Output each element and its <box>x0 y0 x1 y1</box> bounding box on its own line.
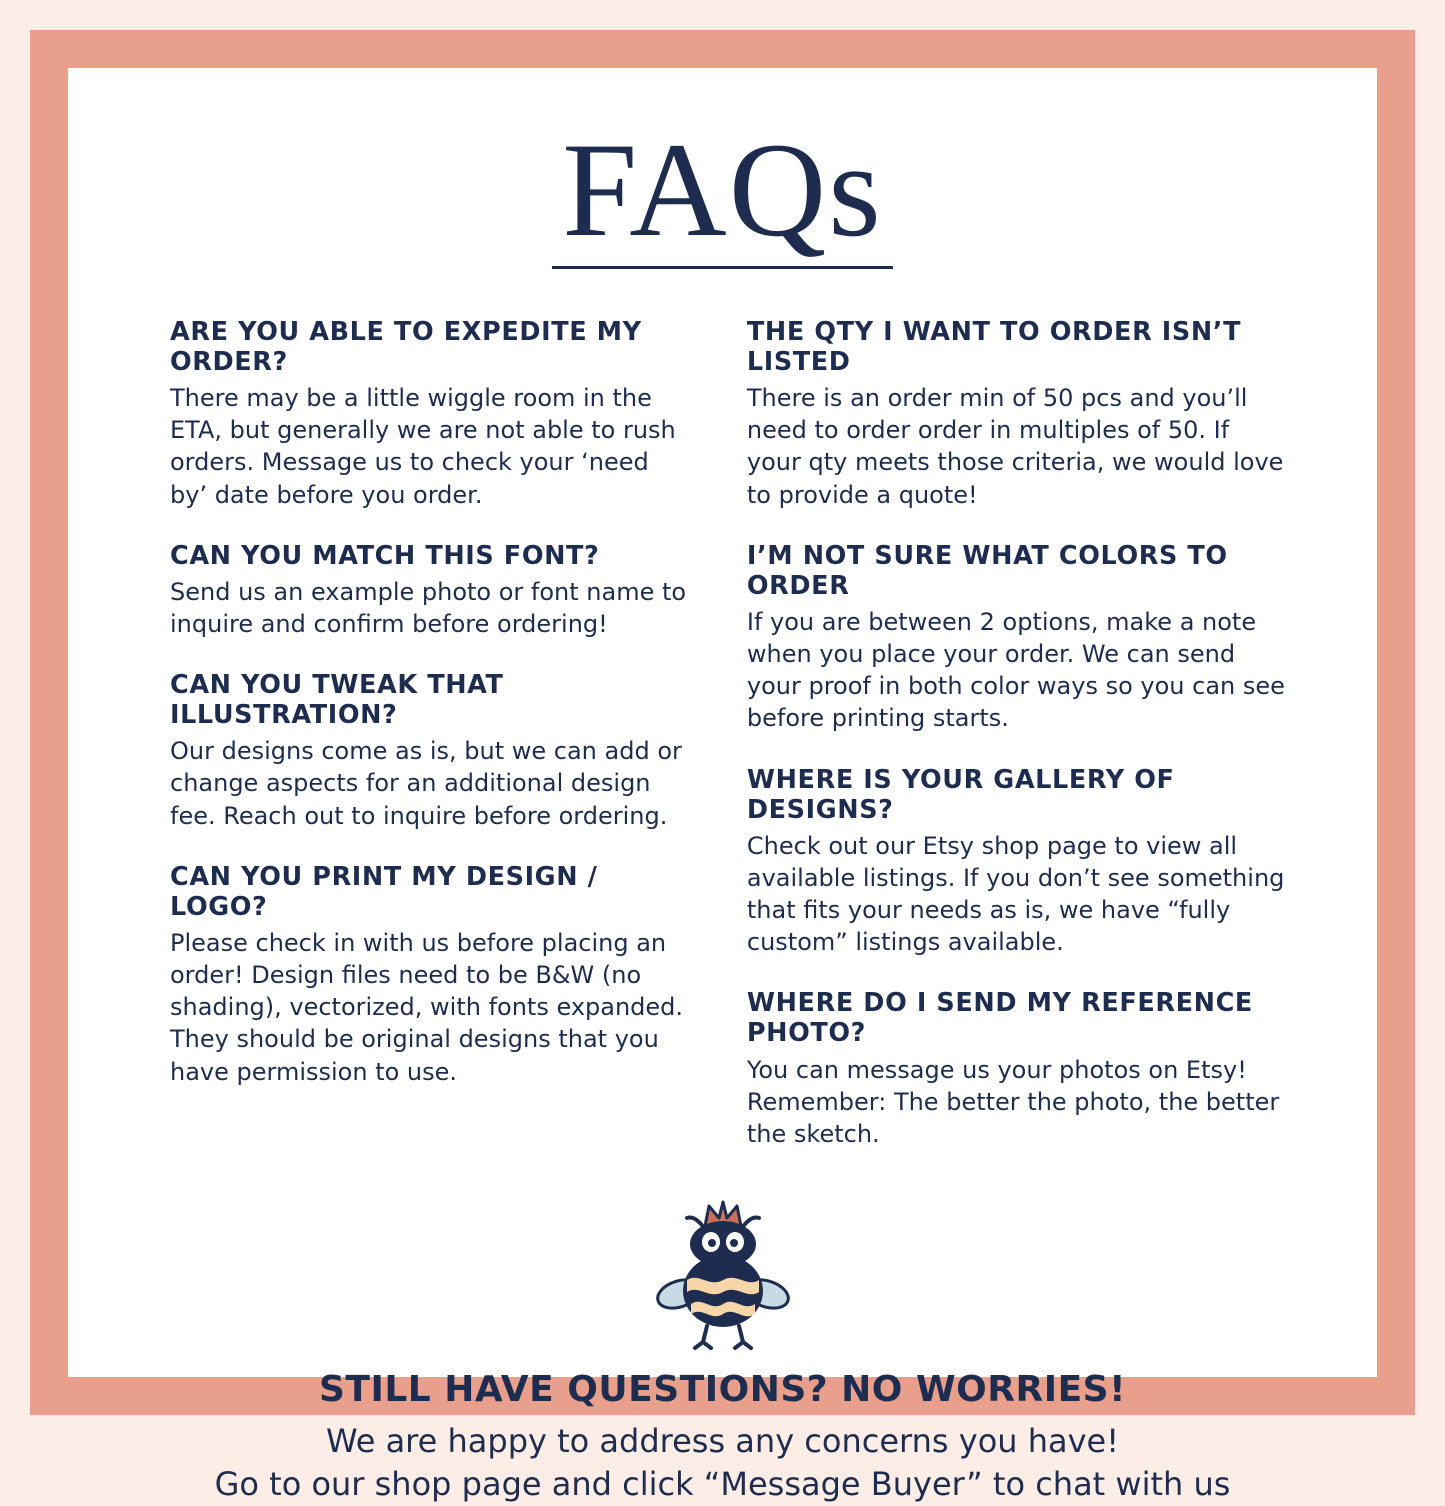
faq-item <box>747 988 1287 1150</box>
faq-question: ARE YOU ABLE TO EXPEDITE MY ORDER? <box>170 317 642 378</box>
faq-answer: Please check in with us before placing an order! Design files need to be B&W (no shading), vectorized, with fonts expanded. They should be original designs that you have permission to use. <box>170 928 684 1086</box>
faq-item <box>170 862 693 1088</box>
bee-illustration-area <box>68 1184 1377 1369</box>
faq-column-right <box>747 317 1337 1180</box>
faq-question: CAN YOU PRINT MY DESIGN / LOGO? <box>170 861 598 922</box>
faq-answer: You can message us your photos on Etsy! Remember: The better the photo, the better the sketch. <box>746 1055 1280 1148</box>
faq-answer: Send us an example photo or font name to inquire and confirm before ordering! <box>170 577 687 639</box>
bee-icon <box>633 1184 813 1364</box>
faq-item <box>170 541 693 640</box>
faq-answer: There may be a little wiggle room in the ETA, but generally we are not able to rush orders. Message us to check your ‘need by’ date before you order. <box>170 384 676 509</box>
faq-question: CAN YOU MATCH THIS FONT? <box>170 540 600 571</box>
faq-columns <box>68 269 1377 1180</box>
faq-answer: If you are between 2 options, make a note when you place your order. We can send your proof in both color ways so you can see before printing starts. <box>746 607 1285 733</box>
faq-question: THE QTY I WANT TO ORDER ISN’T LISTED <box>746 317 1242 378</box>
decorative-border <box>30 30 1415 1504</box>
faq-question: I’M NOT SURE WHAT COLORS TO ORDER <box>746 540 1228 601</box>
faq-question: WHERE IS YOUR GALLERY OF DESIGNS? <box>746 764 1175 825</box>
faq-answer: Check out our Etsy shop page to view all available listings. If you don’t see something that fits your needs as is, we have “fully custom” listings available. <box>746 831 1285 957</box>
faq-question: WHERE DO I SEND MY REFERENCE PHOTO? <box>746 988 1253 1049</box>
faq-question: CAN YOU TWEAK THAT ILLUSTRATION? <box>170 670 504 731</box>
faq-item <box>170 317 693 511</box>
footer-heading: STILL HAVE QUESTIONS? NO WORRIES! <box>318 1368 1127 1410</box>
faq-answer: There is an order min of 50 pcs and you’ll need to order order in multiples of 50. If your qty meets those criteria, we would love to provide a quote! <box>746 384 1284 509</box>
faq-item <box>170 670 693 832</box>
faq-item <box>747 765 1287 959</box>
footer-line-1: We are happy to address any concerns you have! <box>325 1421 1120 1460</box>
faq-answer: Our designs come as is, but we can add or change aspects for an additional design fee. Reach out to inquire before ordering. <box>170 737 682 830</box>
faq-card <box>68 68 1377 1504</box>
faq-column-left <box>108 317 699 1180</box>
footer-line-2: Go to our shop page and click “Message Buyer” to chat with us <box>214 1465 1231 1504</box>
footer-block <box>68 1369 1377 1506</box>
faq-item <box>747 317 1287 511</box>
page-title: FAQs <box>552 123 893 269</box>
page-title-area <box>68 68 1377 269</box>
faq-item <box>747 541 1287 735</box>
